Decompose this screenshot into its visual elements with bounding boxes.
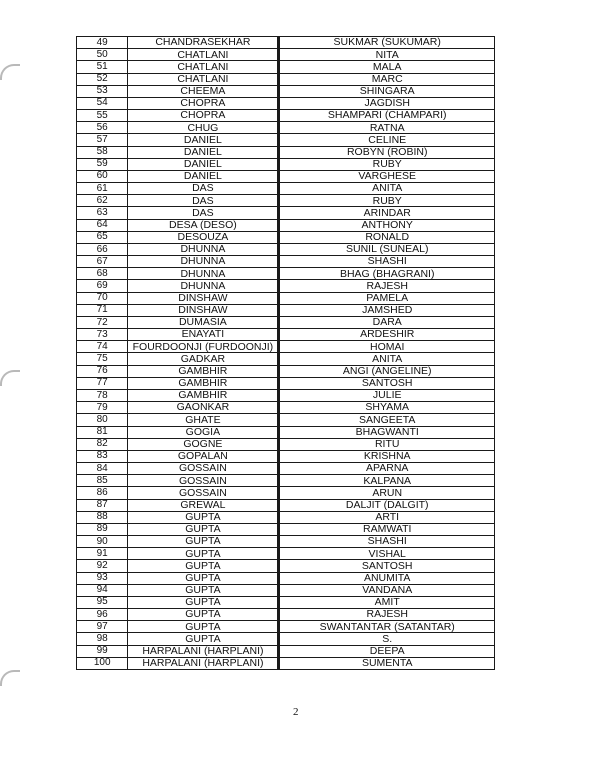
table-row (77, 243, 495, 255)
given-name-cell: CELINE (279, 134, 495, 146)
surname-cell: CHOPRA (128, 97, 279, 109)
given-name-cell: MALA (279, 61, 495, 73)
given-name-cell: RAJESH (279, 609, 495, 621)
table-row (77, 280, 495, 292)
row-number: 83 (77, 450, 128, 462)
table-row (77, 268, 495, 280)
table-row (77, 511, 495, 523)
given-name-cell: VISHAL (279, 548, 495, 560)
given-name-cell: VANDANA (279, 584, 495, 596)
row-number: 64 (77, 219, 128, 231)
table-row (77, 134, 495, 146)
row-number: 82 (77, 438, 128, 450)
surname-cell: GAMBHIR (128, 389, 279, 401)
table-row (77, 596, 495, 608)
row-number: 77 (77, 377, 128, 389)
given-name-cell: JAMSHED (279, 304, 495, 316)
given-name-cell: BHAGWANTI (279, 426, 495, 438)
surname-cell: GUPTA (128, 633, 279, 645)
given-name-cell: ARUN (279, 487, 495, 499)
given-name-cell: SANGEETA (279, 414, 495, 426)
page-number: 2 (293, 706, 299, 718)
row-number: 99 (77, 645, 128, 657)
table-row (77, 475, 495, 487)
table-row (77, 536, 495, 548)
table-row (77, 609, 495, 621)
surname-cell: GUPTA (128, 536, 279, 548)
given-name-cell: DARA (279, 316, 495, 328)
surname-cell: GAMBHIR (128, 365, 279, 377)
table-row (77, 621, 495, 633)
row-number: 52 (77, 73, 128, 85)
table-row (77, 61, 495, 73)
table-row (77, 304, 495, 316)
row-number: 71 (77, 304, 128, 316)
table-row (77, 463, 495, 475)
row-number: 92 (77, 560, 128, 572)
given-name-cell: RUBY (279, 158, 495, 170)
surname-cell: CHATLANI (128, 73, 279, 85)
row-number: 63 (77, 207, 128, 219)
table-row (77, 341, 495, 353)
given-name-cell: KRISHNA (279, 450, 495, 462)
surname-cell: GUPTA (128, 584, 279, 596)
row-number: 78 (77, 389, 128, 401)
row-number: 74 (77, 341, 128, 353)
surname-cell: ENAYATI (128, 329, 279, 341)
given-name-cell: HOMAI (279, 341, 495, 353)
given-name-cell: SUKMAR (SUKUMAR) (279, 37, 495, 49)
surname-cell: CHEEMA (128, 85, 279, 97)
row-number: 89 (77, 523, 128, 535)
surname-cell: GOSSAIN (128, 463, 279, 475)
row-number: 72 (77, 316, 128, 328)
surname-cell: DUMASIA (128, 316, 279, 328)
row-number: 95 (77, 596, 128, 608)
surname-cell: CHUG (128, 122, 279, 134)
given-name-cell: SUNIL (SUNEAL) (279, 243, 495, 255)
table-row (77, 657, 495, 669)
surname-cell: CHOPRA (128, 110, 279, 122)
binder-hole-mark (0, 670, 20, 686)
surname-cell: CHATLANI (128, 61, 279, 73)
given-name-cell: BHAG (BHAGRANI) (279, 268, 495, 280)
table-row (77, 37, 495, 49)
row-number: 90 (77, 536, 128, 548)
surname-cell: GAMBHIR (128, 377, 279, 389)
given-name-cell: SWANTANTAR (SATANTAR) (279, 621, 495, 633)
surname-cell: DAS (128, 207, 279, 219)
table-row (77, 487, 495, 499)
table-row (77, 292, 495, 304)
roster-body (77, 37, 495, 670)
row-number: 53 (77, 85, 128, 97)
table-row (77, 633, 495, 645)
given-name-cell: ANITA (279, 353, 495, 365)
given-name-cell: PAMELA (279, 292, 495, 304)
given-name-cell: ARTI (279, 511, 495, 523)
row-number: 59 (77, 158, 128, 170)
table-row (77, 426, 495, 438)
binder-hole-mark (0, 64, 20, 80)
table-row (77, 73, 495, 85)
surname-cell: GOPALAN (128, 450, 279, 462)
surname-cell: DANIEL (128, 170, 279, 182)
given-name-cell: ARDESHIR (279, 329, 495, 341)
surname-cell: DAS (128, 195, 279, 207)
row-number: 56 (77, 122, 128, 134)
row-number: 81 (77, 426, 128, 438)
given-name-cell: SHINGARA (279, 85, 495, 97)
surname-cell: GUPTA (128, 621, 279, 633)
given-name-cell: APARNA (279, 463, 495, 475)
surname-cell: HARPALANI (HARPLANI) (128, 657, 279, 669)
given-name-cell: S. (279, 633, 495, 645)
table-row (77, 110, 495, 122)
row-number: 61 (77, 183, 128, 195)
table-row (77, 353, 495, 365)
surname-cell: DANIEL (128, 134, 279, 146)
given-name-cell: ANUMITA (279, 572, 495, 584)
table-row (77, 365, 495, 377)
table-row (77, 49, 495, 61)
table-row (77, 231, 495, 243)
given-name-cell: JULIE (279, 389, 495, 401)
row-number: 49 (77, 37, 128, 49)
surname-cell: DHUNNA (128, 268, 279, 280)
row-number: 87 (77, 499, 128, 511)
table-row (77, 499, 495, 511)
surname-cell: GOGIA (128, 426, 279, 438)
row-number: 57 (77, 134, 128, 146)
row-number: 98 (77, 633, 128, 645)
table-row (77, 548, 495, 560)
row-number: 93 (77, 572, 128, 584)
table-row (77, 414, 495, 426)
row-number: 66 (77, 243, 128, 255)
given-name-cell: SUMENTA (279, 657, 495, 669)
table-row (77, 645, 495, 657)
table-row (77, 85, 495, 97)
table-row (77, 584, 495, 596)
table-row (77, 170, 495, 182)
row-number: 97 (77, 621, 128, 633)
given-name-cell: AMIT (279, 596, 495, 608)
surname-cell: DINSHAW (128, 292, 279, 304)
surname-cell: DESA (DESO) (128, 219, 279, 231)
row-number: 100 (77, 657, 128, 669)
table-row (77, 122, 495, 134)
surname-cell: GAONKAR (128, 402, 279, 414)
surname-cell: DANIEL (128, 146, 279, 158)
given-name-cell: DALJIT (DALGIT) (279, 499, 495, 511)
row-number: 58 (77, 146, 128, 158)
table-row (77, 389, 495, 401)
surname-cell: GUPTA (128, 609, 279, 621)
surname-cell: DAS (128, 183, 279, 195)
given-name-cell: DEEPA (279, 645, 495, 657)
given-name-cell: JAGDISH (279, 97, 495, 109)
surname-cell: GADKAR (128, 353, 279, 365)
surname-cell: DHUNNA (128, 243, 279, 255)
row-number: 65 (77, 231, 128, 243)
table-row (77, 377, 495, 389)
given-name-cell: ROBYN (ROBIN) (279, 146, 495, 158)
surname-cell: DHUNNA (128, 256, 279, 268)
surname-cell: DHUNNA (128, 280, 279, 292)
given-name-cell: NITA (279, 49, 495, 61)
row-number: 70 (77, 292, 128, 304)
surname-cell: DANIEL (128, 158, 279, 170)
surname-cell: CHATLANI (128, 49, 279, 61)
row-number: 80 (77, 414, 128, 426)
surname-cell: GUPTA (128, 572, 279, 584)
given-name-cell: VARGHESE (279, 170, 495, 182)
given-name-cell: ANTHONY (279, 219, 495, 231)
surname-cell: HARPALANI (HARPLANI) (128, 645, 279, 657)
row-number: 60 (77, 170, 128, 182)
surname-cell: DINSHAW (128, 304, 279, 316)
surname-cell: GUPTA (128, 511, 279, 523)
table-row (77, 329, 495, 341)
surname-cell: GUPTA (128, 548, 279, 560)
surname-cell: CHANDRASEKHAR (128, 37, 279, 49)
surname-cell: GREWAL (128, 499, 279, 511)
table-row (77, 146, 495, 158)
given-name-cell: RATNA (279, 122, 495, 134)
surname-cell: GOSSAIN (128, 475, 279, 487)
row-number: 73 (77, 329, 128, 341)
row-number: 94 (77, 584, 128, 596)
table-row (77, 158, 495, 170)
table-row (77, 450, 495, 462)
given-name-cell: ARINDAR (279, 207, 495, 219)
surname-cell: GHATE (128, 414, 279, 426)
given-name-cell: SHAMPARI (CHAMPARI) (279, 110, 495, 122)
table-row (77, 523, 495, 535)
given-name-cell: RAMWATI (279, 523, 495, 535)
surname-cell: DESOUZA (128, 231, 279, 243)
row-number: 51 (77, 61, 128, 73)
given-name-cell: SHASHI (279, 536, 495, 548)
given-name-cell: RITU (279, 438, 495, 450)
given-name-cell: SANTOSH (279, 377, 495, 389)
table-row (77, 438, 495, 450)
given-name-cell: RAJESH (279, 280, 495, 292)
surname-cell: GUPTA (128, 596, 279, 608)
surname-cell: GUPTA (128, 523, 279, 535)
row-number: 75 (77, 353, 128, 365)
given-name-cell: KALPANA (279, 475, 495, 487)
given-name-cell: ANGI (ANGELINE) (279, 365, 495, 377)
given-name-cell: RONALD (279, 231, 495, 243)
table-row (77, 256, 495, 268)
row-number: 67 (77, 256, 128, 268)
row-number: 55 (77, 110, 128, 122)
row-number: 62 (77, 195, 128, 207)
given-name-cell: MARC (279, 73, 495, 85)
row-number: 54 (77, 97, 128, 109)
given-name-cell: SHYAMA (279, 402, 495, 414)
given-name-cell: SANTOSH (279, 560, 495, 572)
given-name-cell: RUBY (279, 195, 495, 207)
table-row (77, 207, 495, 219)
given-name-cell: ANITA (279, 183, 495, 195)
table-row (77, 97, 495, 109)
row-number: 69 (77, 280, 128, 292)
row-number: 76 (77, 365, 128, 377)
table-row (77, 402, 495, 414)
row-number: 84 (77, 463, 128, 475)
row-number: 50 (77, 49, 128, 61)
given-name-cell: SHASHI (279, 256, 495, 268)
table-row (77, 316, 495, 328)
row-number: 68 (77, 268, 128, 280)
binder-hole-mark (0, 370, 20, 386)
surname-cell: GUPTA (128, 560, 279, 572)
row-number: 85 (77, 475, 128, 487)
table-row (77, 195, 495, 207)
surname-cell: GOGNE (128, 438, 279, 450)
row-number: 88 (77, 511, 128, 523)
table-row (77, 560, 495, 572)
row-number: 91 (77, 548, 128, 560)
row-number: 79 (77, 402, 128, 414)
name-roster-table (76, 36, 495, 670)
table-row (77, 183, 495, 195)
row-number: 86 (77, 487, 128, 499)
table-row (77, 572, 495, 584)
table-row (77, 219, 495, 231)
row-number: 96 (77, 609, 128, 621)
surname-cell: FOURDOONJI (FURDOONJI) (128, 341, 279, 353)
surname-cell: GOSSAIN (128, 487, 279, 499)
